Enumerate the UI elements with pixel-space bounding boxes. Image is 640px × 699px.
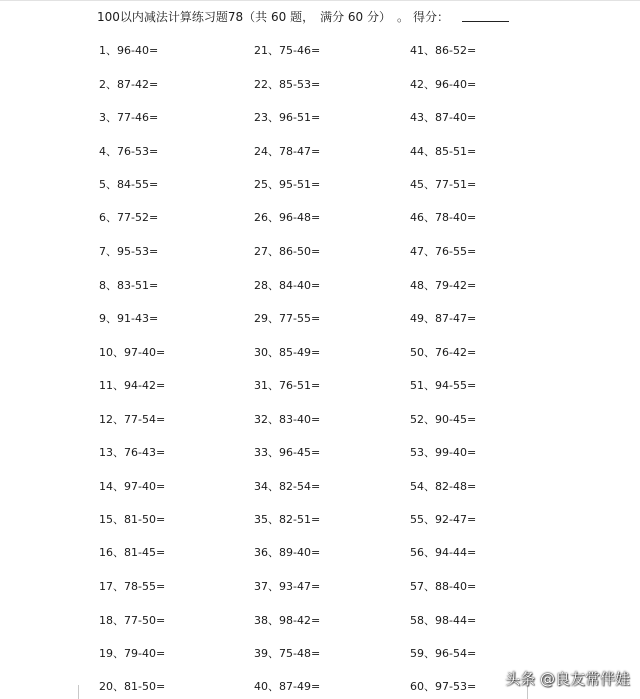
score-label: 得分：	[413, 10, 450, 24]
problem-item: 40、87-49=	[254, 680, 321, 693]
problem-item: 47、76-55=	[410, 245, 477, 258]
problem-item: 55、92-47=	[410, 513, 477, 526]
problem-column-3	[410, 0, 560, 699]
problem-item: 2、87-42=	[99, 78, 159, 91]
page-corner-mark-left	[78, 685, 79, 699]
problem-item: 43、87-40=	[410, 111, 477, 124]
problem-item: 3、77-46=	[99, 111, 159, 124]
problem-item: 22、85-53=	[254, 78, 321, 91]
problem-item: 7、95-53=	[99, 245, 159, 258]
problem-item: 39、75-48=	[254, 647, 321, 660]
problem-item: 32、83-40=	[254, 413, 321, 426]
problem-item: 4、76-53=	[99, 145, 159, 158]
problem-item: 35、82-51=	[254, 513, 321, 526]
problem-item: 51、94-55=	[410, 379, 477, 392]
problem-item: 31、76-51=	[254, 379, 321, 392]
problem-item: 15、81-50=	[99, 513, 166, 526]
watermark: 头条 @良友常伴娃	[505, 670, 630, 688]
problem-item: 38、98-42=	[254, 614, 321, 627]
problem-item: 10、97-40=	[99, 346, 166, 359]
problem-item: 56、94-44=	[410, 546, 477, 559]
problem-item: 48、79-42=	[410, 279, 477, 292]
problem-item: 57、88-40=	[410, 580, 477, 593]
problem-item: 16、81-45=	[99, 546, 166, 559]
problem-item: 5、84-55=	[99, 178, 159, 191]
problem-item: 59、96-54=	[410, 647, 477, 660]
problem-item: 12、77-54=	[99, 413, 166, 426]
problem-item: 50、76-42=	[410, 346, 477, 359]
problem-item: 52、90-45=	[410, 413, 477, 426]
problem-column-1	[99, 0, 249, 699]
problem-item: 8、83-51=	[99, 279, 159, 292]
problem-item: 45、77-51=	[410, 178, 477, 191]
problem-item: 20、81-50=	[99, 680, 166, 693]
problem-item: 9、91-43=	[99, 312, 159, 325]
problem-item: 11、94-42=	[99, 379, 166, 392]
problem-item: 46、78-40=	[410, 211, 477, 224]
problem-item: 17、78-55=	[99, 580, 166, 593]
problem-item: 36、89-40=	[254, 546, 321, 559]
problem-item: 25、95-51=	[254, 178, 321, 191]
problem-item: 44、85-51=	[410, 145, 477, 158]
problem-column-2	[254, 0, 404, 699]
problem-item: 23、96-51=	[254, 111, 321, 124]
problem-item: 1、96-40=	[99, 44, 159, 57]
problem-item: 24、78-47=	[254, 145, 321, 158]
problem-item: 29、77-55=	[254, 312, 321, 325]
problem-item: 58、98-44=	[410, 614, 477, 627]
problem-item: 19、79-40=	[99, 647, 166, 660]
problem-item: 54、82-48=	[410, 480, 477, 493]
problem-item: 13、76-43=	[99, 446, 166, 459]
problem-item: 21、75-46=	[254, 44, 321, 57]
problem-item: 60、97-53=	[410, 680, 477, 693]
worksheet-title: 100以内减法计算练习题78（共 60 题， 满分 60 分） 。	[97, 10, 409, 24]
problem-item: 14、97-40=	[99, 480, 166, 493]
problem-item: 18、77-50=	[99, 614, 166, 627]
problem-item: 49、87-47=	[410, 312, 477, 325]
problem-item: 37、93-47=	[254, 580, 321, 593]
problem-item: 30、85-49=	[254, 346, 321, 359]
problem-item: 42、96-40=	[410, 78, 477, 91]
problem-item: 27、86-50=	[254, 245, 321, 258]
problem-item: 6、77-52=	[99, 211, 159, 224]
problem-item: 53、99-40=	[410, 446, 477, 459]
problem-item: 41、86-52=	[410, 44, 477, 57]
problem-item: 33、96-45=	[254, 446, 321, 459]
problem-item: 34、82-54=	[254, 480, 321, 493]
problem-item: 26、96-48=	[254, 211, 321, 224]
problem-item: 28、84-40=	[254, 279, 321, 292]
